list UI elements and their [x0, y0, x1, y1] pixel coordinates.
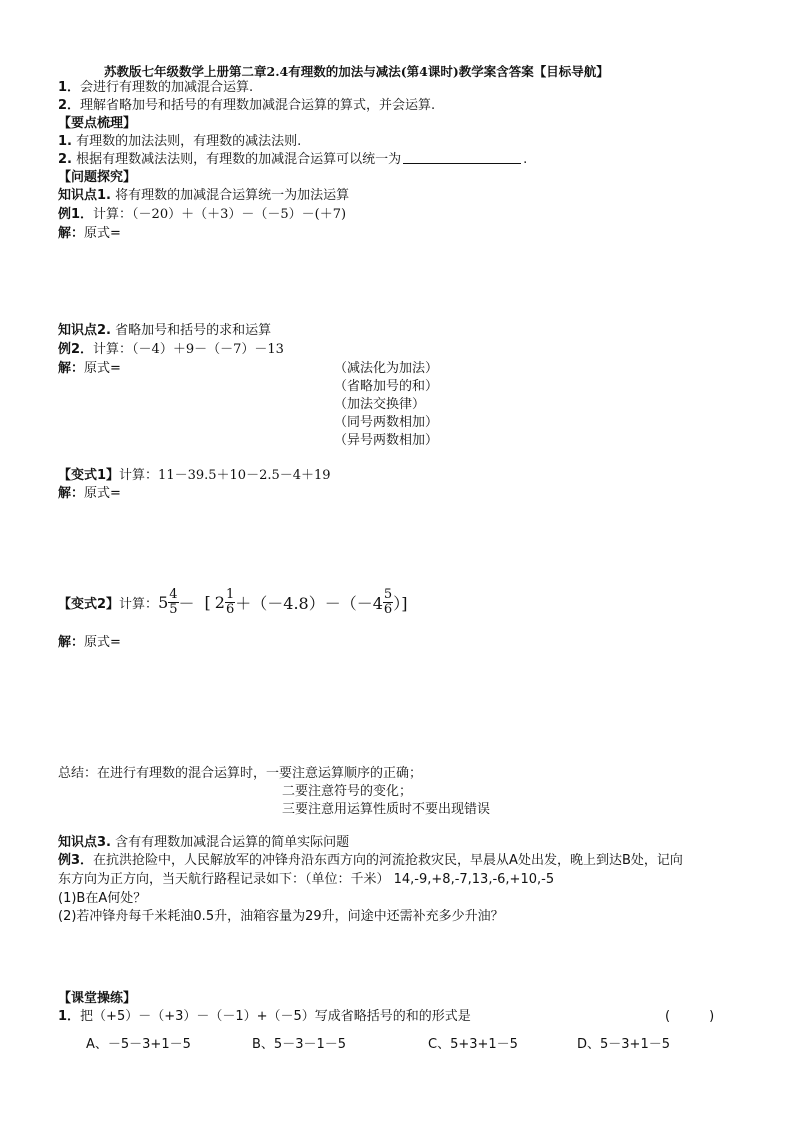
fraction-2-num: 1	[225, 586, 235, 602]
whole-1: 5	[158, 592, 169, 612]
fraction-1	[168, 588, 178, 617]
variant1-line	[58, 467, 331, 484]
example1-label: 例1．	[58, 207, 94, 222]
practice-q1-text: 把（+5）－（+3）－（－1）+（－5）写成省略括号的和的形式是	[80, 1009, 471, 1024]
variant2-solution-text: 原式=	[84, 635, 121, 650]
middle-expression: ＋（－4.8）－（－4	[235, 593, 383, 613]
example3-label: 例3．	[58, 853, 94, 868]
option-a[interactable]: A、－5－3+1－5	[86, 1037, 191, 1052]
solution1-text: 原式=	[84, 226, 121, 241]
key-point-1-text: 有理数的加法法则，有理数的减法法则.	[76, 134, 302, 149]
key-point-2-end: .	[523, 152, 528, 167]
fraction-1-den: 5	[169, 601, 178, 617]
key-point-2-num: 2.	[58, 152, 72, 167]
example3-question-1: (1)B在A何处？	[58, 891, 147, 906]
objective-1-num: 1．	[58, 80, 81, 95]
step-4: （同号两数相加）	[334, 415, 439, 430]
example2-label: 例2．	[58, 342, 94, 357]
whole-2: 2	[214, 592, 225, 612]
kp1-text: 将有理数的加减混合运算统一为加法运算	[115, 188, 350, 203]
kp1-label: 知识点1.	[58, 188, 111, 203]
variant1-solution-line	[58, 485, 121, 502]
key-point-2	[58, 151, 527, 168]
kp2-text: 省略加号和括号的求和运算	[115, 323, 272, 338]
key-point-1-num: 1.	[58, 134, 72, 149]
answer-blank[interactable]	[403, 151, 521, 164]
variant1-text: 计算：11－39.5＋10－2.5－4＋19	[119, 468, 331, 483]
objective-2	[58, 97, 435, 114]
summary-line-3: 三要注意用运算性质时不要出现错误	[282, 802, 491, 817]
fraction-2-den: 6	[225, 601, 235, 617]
bracket-close: ）]	[393, 593, 408, 613]
variant2-label: 【变式2】	[58, 596, 120, 612]
practice-question-1	[58, 1008, 471, 1025]
solution2-text: 原式=	[84, 361, 121, 376]
answer-parentheses[interactable]: ( )	[665, 1009, 715, 1024]
kp3-text: 含有有理数加减混合运算的简单实际问题	[115, 835, 350, 850]
option-d[interactable]: D、5－3+1－5	[577, 1037, 670, 1052]
page-title: 苏教版七年级数学上册第二章2.4有理数的加法与减法(第4课时)教学案含答案【目标导航】	[104, 64, 609, 79]
fraction-2	[225, 588, 235, 617]
example2-line	[58, 341, 284, 358]
variant1-solution-label: 解：	[58, 486, 85, 501]
fraction-1-num: 4	[169, 586, 178, 602]
step-2: （省略加号的和）	[334, 379, 439, 394]
example3-question-2: (2)若冲锋舟每千米耗油0.5升，油箱容量为29升，问途中还需补充多少升油？	[58, 909, 504, 924]
example3-text-1: 在抗洪抢险中，人民解放军的冲锋舟沿东西方向的河流抢救灾民，早晨从A处出发，晚上到达B处，记向	[93, 853, 683, 868]
variant2-calc: 计算：	[119, 596, 159, 612]
kp3-line	[58, 834, 349, 851]
option-b[interactable]: B、5－3－1－5	[252, 1037, 347, 1052]
summary-line-1: 总结：在进行有理数的混合运算时，一要注意运算顺序的正确；	[58, 766, 423, 781]
step-3: （加法交换律）	[334, 397, 426, 412]
minus-sign: －	[178, 593, 195, 613]
solution1-line	[58, 225, 121, 242]
variant2-line	[58, 580, 407, 624]
solution2-label: 解：	[58, 361, 85, 376]
key-points-heading: 【要点梳理】	[58, 116, 137, 131]
kp2-label: 知识点2.	[58, 323, 111, 338]
key-point-2-text: 根据有理数减法法则，有理数的加减混合运算可以统一为	[76, 152, 402, 167]
objective-1-text: 会进行有理数的加减混合运算.	[80, 80, 254, 95]
kp1-line	[58, 187, 349, 204]
variant2-solution-line	[58, 634, 121, 651]
practice-heading: 【课堂操练】	[58, 991, 137, 1006]
fraction-3-num: 5	[383, 586, 393, 602]
objective-2-text: 理解省略加号和括号的有理数加减混合运算的算式，并会运算.	[80, 98, 436, 113]
kp2-line	[58, 322, 271, 339]
variant1-solution-text: 原式=	[84, 486, 121, 501]
example2-text: 计算：（－4）＋9－（－7）－13	[93, 342, 284, 357]
variant2-solution-label: 解：	[58, 635, 85, 650]
fraction-3	[383, 588, 393, 617]
key-point-1	[58, 133, 301, 150]
solution2-line	[58, 360, 121, 377]
kp3-label: 知识点3.	[58, 835, 111, 850]
solution1-label: 解：	[58, 226, 85, 241]
objective-2-num: 2．	[58, 98, 81, 113]
bracket-open: [	[204, 592, 211, 612]
example3-line-1	[58, 852, 683, 869]
example3-line-2: 东方向为正方向，当天航行路程记录如下：（单位：千米） 14,-9,+8,-7,13,-6,+10,-5	[58, 872, 555, 887]
variant1-label: 【变式1】	[58, 468, 120, 483]
summary-line-2: 二要注意符号的变化；	[282, 784, 413, 799]
objective-1	[58, 79, 253, 96]
example1-text: 计算：（－20）＋（＋3）－（－5）－(＋7)	[93, 207, 347, 222]
example1-line	[58, 206, 346, 223]
option-c[interactable]: C、5+3+1－5	[428, 1037, 518, 1052]
step-5: （异号两数相加）	[334, 433, 439, 448]
explore-heading: 【问题探究】	[58, 170, 137, 185]
fraction-3-den: 6	[383, 601, 393, 617]
practice-q1-num: 1．	[58, 1009, 81, 1024]
step-1: （减法化为加法）	[334, 361, 439, 376]
